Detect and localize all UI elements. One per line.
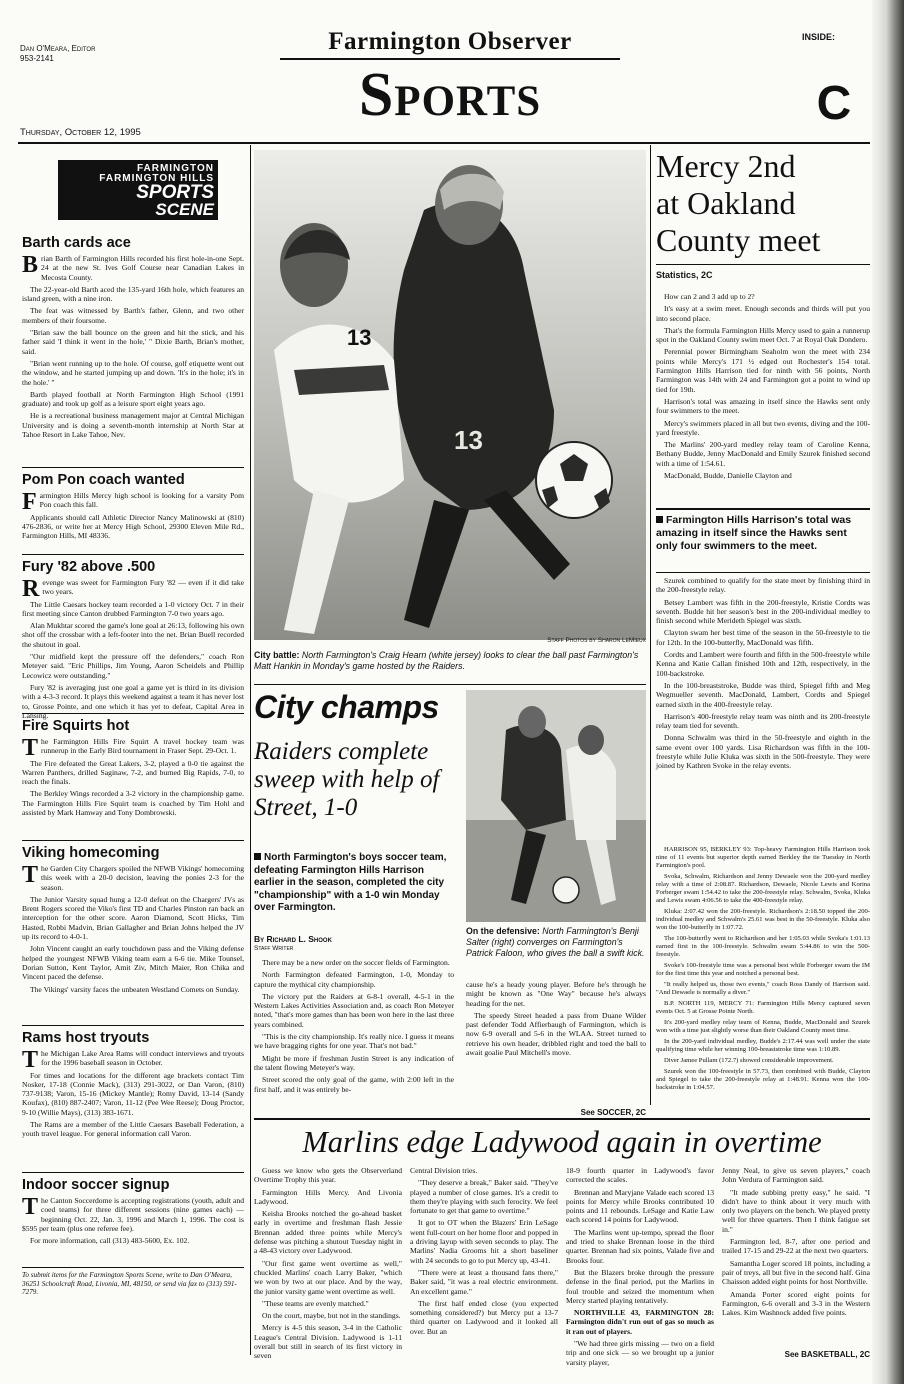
brief-paragraph: Alan Mukhtar scored the game's lone goal at 26:13, following his own shot off the crossbar with a left-footer into the net. Brian Buell recorded the shutout in goal. (22, 621, 244, 649)
result-paragraph: The 100-butterfly went to Richardson and her 1:05.03 while Svoka's 1:01.13 earned first in the 100-freestyle. Schwalm swam 5:44.86 to win the 500-freestyle. (656, 935, 870, 958)
story-paragraph: Harrison's 400-freestyle relay team was ninth and its 200-freestyle relay team tied for seventh. (656, 711, 870, 731)
story-paragraph: Amanda Porter scored eight points for Farmington, 6-6 overall and 3-3 in the Western Lakes. Kim Washnock added five points. (722, 1289, 870, 1318)
sports-scene-logo (58, 160, 218, 220)
brief-paragraph: The Little Caesars hockey team recorded a 1-0 victory Oct. 7 in their first meeting since Canton drubbed Farmington 7-0 two years ago. (22, 599, 244, 618)
brief-paragraph: he Michigan Lake Area Rams will conduct interviews and tryouts for the 1996 baseball season in October. (41, 1049, 244, 1068)
brief-title: Indoor soccer signup (22, 1177, 170, 1193)
logo-line-2: FARMINGTON HILLS (99, 173, 214, 184)
result-paragraph: In the 200-yard individual medley, Budde's 2:17.44 was well under the state qualifying time while her winning 100-breaststroke time was 1:10.89. (656, 1038, 870, 1053)
deck-bullet-icon (254, 853, 261, 860)
editor-phone: 953-2141 (20, 54, 54, 63)
logo-line-3: SPORTS (136, 182, 214, 203)
caption-lead: City battle: (254, 650, 300, 660)
story-paragraph: Perennial power Birmingham Seaholm won the meet with 234 points while Mercy's 171 ½ edged out Rochester's 154 total. Farmington Hills Harrison tied for ninth with 56 points, North Farmington was 14th with 24 and Farmington got a point to wind up tied for 19th. (656, 347, 870, 394)
editor-credit (20, 44, 140, 64)
headline-line: at Oakland (656, 185, 796, 221)
brief-title: Fire Squirts hot (22, 718, 130, 734)
story-paragraph: MacDonald, Budde, Danielle Clayton and (664, 471, 792, 481)
byline-role: Staff Writer (254, 945, 294, 952)
mercy-pullquote (656, 514, 870, 553)
brief-paragraph: Fury '82 is averaging just one goal a game yet is third in its division with a 4-3-3 record. It plays this weekend against a team it has never lost to, Grosse Pointe, and one which it has yet to defeat, Capital Area in Lansing. (22, 682, 244, 720)
submit-note: To submit items for the Farmington Sports Scene, write to Dan O'Meara, 36251 Schoolcraft Road, Livonia, MI, 48150, or send via fax to (313) 591-7279. (22, 1267, 244, 1297)
story-paragraph: Street scored the only goal of the game, with 2:00 left in the first half, and it was entirely be- (254, 1075, 454, 1094)
city-champs-col2 (466, 980, 646, 1100)
story-paragraph: Cordts and Lambert were fourth and fifth in the 500-freestyle while Kenna and Katie Callan finished 10th and 12th, respectively, in the 100-backstroke. (656, 650, 870, 678)
story-paragraph: Szurek combined to qualify for the state meet by finishing third in the 200-freestyle relay. (656, 576, 870, 595)
story-paragraph: Mercy is 4-5 this season, 3-4 in the Catholic League's Central Division. Ladywood is 1-11 overall but still in search of its first victory in seven (254, 1323, 402, 1361)
city-champs-headline: Raiders complete sweep with help of Street, 1-0 (254, 738, 440, 821)
result-paragraph: Svoka, Schwalm, Richardson and Jenny Dewaele won the 200-yard medley relay with a time of 2:08.87. Richardson, Dewaele, Nicole Lewis and Korina Forberger swam 1:54.42 to take the 200-freestyle relay. Schwalm, Svoka, Kluka and Lewis swam 4:06.56 to take the 400-freestyle relay. (656, 873, 870, 904)
story-paragraph: It got to OT when the Blazers' Erin LeSage went full-court on her home floor and popped in a driving layup with seven seconds to play. The Marlins' Nadia Grooms hit a short baseliner with 24 seconds to go to put Mercy up, 43-41. (410, 1218, 558, 1265)
brief-paragraph: evenge was sweet for Farmington Fury '82 — even if it did take two years. (42, 578, 244, 597)
photo-credit: Staff Photos by Sharon LeMieux (547, 637, 646, 644)
headline-line: Mercy 2nd (656, 148, 796, 184)
mercy-divider (650, 145, 651, 1105)
defensive-photo-art (466, 690, 646, 922)
city-champs-kicker: City champs (254, 689, 439, 725)
section-title: Sports (358, 61, 542, 129)
story-paragraph: How can 2 and 3 add up to 2? (664, 292, 755, 301)
mercy-rule (656, 264, 870, 265)
story-paragraph: Mercy's swimmers placed in all but two events, diving and the 100-yard freestyle. (656, 418, 870, 437)
brief-fury (22, 559, 244, 720)
city-champs-deck (254, 852, 454, 915)
story-paragraph: "This is the city championship. It's really nice. I guess it means we have bragging rights for one year. That's not bad." (254, 1032, 454, 1051)
marlins-rule (254, 1118, 870, 1120)
marlins-col1 (254, 1166, 402, 1362)
result-paragraph: Svoke's 100-freestyle time was a personal best while Forberger swam the IM for the first time this year and notched a personal best. (656, 962, 870, 977)
brief-paragraph: The 22-year-old Barth aced the 135-yard 16th hole, which features an island green, with a nine iron. (22, 284, 244, 304)
brief-paragraph: he Garden City Chargers spoiled the NFWB Vikings' homecoming this week with a 20-0 decision, leaving the ponies 2-3 for the season. (41, 864, 244, 892)
story-paragraph: North Farmington defeated Farmington, 1-0, Monday to capture the mythical city championship. (254, 970, 454, 989)
pullquote-text: Farmington Hills Harrison's total was amazing in itself since the Hawks sent only four swimmers to the meet. (656, 514, 852, 552)
brief-dropcap: T (22, 735, 39, 761)
marlins-col4 (722, 1166, 870, 1346)
story-paragraph: Might be more if freshman Justin Street is any indication of the talent flowing Meteyer's way. (254, 1053, 454, 1072)
brief-paragraph: The Rams are a member of the Little Caesars Baseball Federation, a youth travel league. For general information call Varon. (22, 1120, 244, 1139)
story-paragraph: The victory put the Raiders at 6-8-1 overall, 4-5-1 in the Western Lakes Activities Association and, as coach Ron Meteyer noted, "that's more games than has been won here in the last three years combined. (254, 991, 454, 1029)
brief-rams (22, 1030, 244, 1168)
brief-paragraph: The Junior Varsity squad hung a 12-0 defeat on the Chargers' JVs as Brent Rogers scored the Viko's first TD and Charles Pinston ran back an interception for the other score. Aaron Diamond, Scott Hicks, Tim Hasted, Robbi Madvin, Brian Gallagher and Brian Johns helped the JV up its record to 4-0-1. (22, 894, 244, 942)
brief-separator (22, 713, 244, 714)
marlins-headline: Marlins edge Ladywood again in overtime (302, 1125, 822, 1159)
defensive-photo (466, 690, 646, 922)
sidebar-briefs (22, 235, 244, 1297)
mercy-headline (656, 148, 870, 259)
statistics-link[interactable]: Statistics, 2C (656, 270, 713, 280)
story-paragraph: The Marlins' 200-yard medley relay team of Caroline Kenna, Bethany Budde, Jenny MacDonald and Emily Szurek finished second with a time of 1:54.61. (656, 440, 870, 468)
brief-paragraph: he Canton Soccerdome is accepting registrations (youth, adult and coed teams) for three different sessions (nine games each) — beginning Oct. 22, Jan. 3, 1996 and March 1, 1996. The cost is $595 per team (plus one referee fee). (22, 1196, 244, 1233)
brief-paragraph: The Vikings' varsity faces the unbeaten Westland Comets on Sunday. (30, 984, 240, 994)
sidebar-divider (250, 145, 251, 1355)
brief-title: Viking homecoming (22, 845, 160, 861)
story-paragraph: cause he's a heady young player. Before he's through he might be known as "One Way" because he's always heading for the net. (466, 980, 646, 1008)
brief-fire-squirts (22, 718, 244, 836)
jersey-number-white: 13 (347, 325, 372, 350)
story-paragraph: But the Blazers broke through the pressure defense in the final period, put the Marlins in foul trouble and seized the momentum when Mercy started playing tentatively. (566, 1267, 714, 1305)
jersey-number-dark: 13 (454, 425, 483, 455)
story-paragraph: That's the formula Farmington Hills Mercy used to gain a runnerup spot in the Oakland County swim meet Oct. 7 at Royal Oak Dondero. (656, 325, 870, 345)
brief-title: Pom Pon coach wanted (22, 472, 185, 488)
brief-indoor-soccer (22, 1177, 244, 1261)
logo-line-1: FARMINGTON (136, 163, 214, 174)
main-soccer-photo (254, 150, 646, 640)
story-paragraph: Keisha Brooks notched the go-ahead basket early in overtime and freshman flash Jessie Brennan added three points while Mercy's defense was pitching a shutout Tuesday night in a 48-43 victory over Ladywood. (254, 1209, 402, 1256)
brief-paragraph: armington Hills Mercy high school is looking for a varsity Pom Pon coach this fall. (39, 491, 244, 510)
marlins-col3 (566, 1166, 714, 1367)
headline-line: County meet (656, 222, 821, 258)
story-paragraph: "There were at least a thousand fans there," Baker said, "it was a real electric environment. An excellent game." (410, 1267, 558, 1296)
section-letter: C (816, 77, 852, 130)
brief-title: Barth cards ace (22, 235, 131, 251)
story-paragraph: Farmington Hills Mercy. And Livonia Ladywood. (254, 1187, 402, 1206)
brief-paragraph: The feat was witnessed by Barth's father, Glenn, and two other members of their foursome. (22, 306, 244, 325)
brief-dropcap: F (22, 489, 37, 515)
city-champs-rule (254, 684, 646, 685)
story-paragraph: Betsey Lambert was fifth in the 200-freestyle, Kristie Cordts was seventh. Budde hit her season's best in the 200-individual medley to finish second while Merideth Spiegel was sixth. (656, 597, 870, 626)
see-soccer-jump[interactable]: See SOCCER, 2C (580, 1108, 646, 1117)
byline-name: By Richard L. Shook (254, 934, 332, 944)
brief-paragraph: He is a recreational business management major at Central Michigan University and is doing a seventh-month internship at North Star at Tahoe Resort in Lake Tahoe, Nev. (22, 411, 244, 440)
story-paragraph: Clayton swam her best time of the season in the 50-freestyle to tie for 12th. In the 100-butterfly, MacDonald was fifth. (656, 628, 870, 647)
story-paragraph: "It made subbing pretty easy," he said. "I didn't have to think about it very much with only two players on the bench. We played pretty well for three quarters. Then I think fatigue set in." (722, 1187, 870, 1234)
pullquote-rule-bottom (656, 572, 870, 573)
brief-paragraph: he Farmington Hills Fire Squirt A travel hockey team was runnerup in the Early Bird tournament in Fraser Sept. 29-Oct. 1. (41, 737, 244, 756)
pullquote-rule-top (656, 508, 870, 510)
story-paragraph: "Our first game went overtime as well," chuckled Marlins' coach Larry Baker, "which we won by two at our place. And by the way, the junior varsity game went overtime as well. (254, 1258, 402, 1296)
brief-barth (22, 235, 244, 463)
story-paragraph: NORTHVILLE 43, FARMINGTON 28: Farmington didn't run out of gas so much as it ran out of players. (566, 1308, 714, 1336)
brief-dropcap: R (22, 576, 40, 602)
brief-dropcap: T (22, 1194, 39, 1220)
story-paragraph: Samantha Loger scored 18 points, including a pair of treys, all but five in the second half. Gina Chaisson added eight points for host Northville. (722, 1258, 870, 1287)
defensive-caption (466, 926, 646, 959)
result-paragraph: HARRISON 95, BERKLEY 93: Top-heavy Farmington Hills Harrison took nine of 11 events but superior depth earned Berkley the tie Tuesday in North Farmington's pool. (656, 846, 870, 869)
brief-separator (22, 840, 244, 841)
story-paragraph: Jenny Neal, to give us seven players," coach John Verdura of Farmington said. (722, 1166, 870, 1185)
inside-label: INSIDE: (802, 32, 836, 42)
marlins-col2 (410, 1166, 558, 1362)
brief-paragraph: John Vincent caught an early touchdown pass and the Viking defense helped the youngest NFWB Viking team earn a 6-6 tie. Mike Tounsel, Dorian Sutton, Kent Taylor, Amit Ziv, Mitch Maier, Ron Chika and Vincent paced the defense. (22, 944, 244, 982)
brief-paragraph: rian Barth of Farmington Hills recorded his first hole-in-one Sept. 24 at the new St. Ives Golf Course near Canadian Lakes in Mecosta County. (41, 254, 244, 282)
mercy-col-top (656, 292, 870, 508)
paper-nameplate: Farmington Observer (328, 28, 572, 55)
result-paragraph: Kluka: 2:07.42 won the 200-freestyle. Richardson's 2:18.50 topped the 200-individual medley and Schwalm's 25.61 was best in the 50-freestyle. Kluka also won the 100-butterfly in 1:07.72. (656, 908, 870, 931)
result-paragraph: Diver Jamee Pullam (172.7) showed considerable improvement. (664, 1057, 834, 1064)
story-paragraph: Guess we know who gets the Observerland Overtime Trophy this year. (254, 1166, 402, 1185)
logo-line-4: SCENE (155, 200, 214, 219)
story-paragraph: Harrison's total was amazing in itself since the Hawks sent only four swimmers to the meet. (656, 396, 870, 416)
story-paragraph: In the 100-breaststroke, Budde was third, Spiegel fifth and Meg Wegmueller seventh. MacDonald, Lambert, Cordts and Spiegel earned sixth in the 400-freestyle relay. (656, 680, 870, 709)
city-champs-col1 (254, 958, 454, 1118)
brief-paragraph: Applicants should call Athletic Director Nancy Malinowski at (810) 476-2836, or write her at Mercy High School, 29300 Eleven Mile Rd., Farmington Hills, MI 48336. (22, 512, 244, 541)
story-paragraph: Farmington led, 8-7, after one period and trailed 17-15 and 29-22 at the next two quarters. (722, 1237, 870, 1256)
story-paragraph: The Marlins went up-tempo, spread the floor and tried to shake Brennan loose in the third quarter. Brennan had six points, Valade five and Brooks four. (566, 1227, 714, 1265)
brief-paragraph: "Brian saw the ball bounce on the green and hit the stick, and his father said 'I think it went in the hole,' " Dixie Barth, Brian's mother, said. (22, 328, 244, 356)
brief-paragraph: "Our midfield kept the pressure off the defenders," coach Ron Meteyer said. "Eric Phillips, Jim Young, Aaron Scheidels and Phillip Lecowicz were outstanding." (22, 652, 244, 680)
brief-paragraph: For times and locations for the different age brackets contact Tim Nosker, 17-18 (Connie Mack), (313) 291-3022, or Dan Varon, (810) 737-9138; Varon, 15-16 (Mickey Mantle); Romy David, 13-14 (Sandy Koufax), (810) 887-2407; Varon, 11-12 (Pee Wee Reese); Doug Proctor, 9-10 (Willie Mays), (313) 383-1671. (22, 1070, 244, 1117)
story-paragraph: "They deserve a break," Baker said. "They've played a number of close games. It's a credit to them they're playing with such ferocity. We feel fortunate to get that game to overtime." (410, 1178, 558, 1216)
soccer-photo-art (254, 150, 646, 640)
brief-paragraph: For more information, call (313) 483-5600, Ex. 102. (30, 1236, 190, 1246)
result-paragraph: It's 200-yard medley relay team of Kenna, Budde, MacDonald and Szurek won with a time just slightly worse than their Oakland County meet time. (656, 1019, 870, 1034)
brief-paragraph: "Brian went running up to the hole. Of course, golf etiquette went out the window, and he started jumping up and down. 'It's in the hole; it's in the hole.' " (22, 358, 244, 387)
result-paragraph: "It really helped us, those two events," coach Ross Dandy of Harrison said. "And Dewaele is normally a diver." (656, 981, 870, 996)
story-paragraph: Brennan and Maryjane Valade each scored 13 points for Mercy while Brooks contributed 10 points and 11 rebounds. LeSage and Katie Law each scored 14 points for Ladywood. (566, 1187, 714, 1225)
masthead-rule (18, 142, 870, 144)
mercy-results (656, 846, 870, 1104)
editor-name: Dan O'Meara, Editor (20, 44, 96, 53)
mercy-col-mid (656, 576, 870, 844)
main-photo-caption (254, 650, 646, 672)
caption-text: North Farmington's Craig Hearn (white jersey) looks to clear the ball past Farmington's Matt Hankin in Monday's game hosted by the Raiders. (254, 650, 639, 671)
nameplate-rule (280, 58, 620, 60)
caption-lead: On the defensive: (466, 926, 540, 936)
story-paragraph: Central Division tries. (410, 1166, 478, 1175)
story-paragraph: "We had three girls missing — two on a field trip and one sick — so we brought up a junior varsity player, (566, 1339, 714, 1367)
story-paragraph: The speedy Street headed a pass from Duane Wilder past defender Todd Affierbaugh of Farmington, which is now 6-9 overall and 5-6 in the WLAA. Street turned to retrieve his own header, dribbled right and toed the ball to await goalie Paul Mitchell's move. (466, 1010, 646, 1058)
brief-separator (22, 1172, 244, 1173)
deck-text: North Farmington's boys soccer team, defeating Farmington Hills Harrison earlier in the season, completed the city "championship" with a 1-0 win Monday over Farmington. (254, 852, 447, 913)
see-basketball-jump[interactable]: See BASKETBALL, 2C (784, 1350, 870, 1359)
story-paragraph: 18-9 fourth quarter in Ladywood's favor corrected the scales. (566, 1166, 714, 1185)
brief-dropcap: B (22, 252, 39, 278)
brief-paragraph: Barth played football at North Farmington High School (1991 graduate) and took up golf as a leisure sport eight years ago. (22, 389, 244, 409)
scan-edge (872, 0, 904, 1384)
brief-dropcap: T (22, 862, 39, 888)
brief-dropcap: T (22, 1047, 39, 1073)
story-paragraph: Donna Schwalm was third in the 50-freestyle and eighth in the same event over 100 yards. Lisa Richardson was fifth in the 100-freestyle while Julie Kluka was sixth in the 500-freestyle. They were joined by Kathren Svoke in the relay events. (656, 733, 870, 771)
result-paragraph: Szurek won the 100-freestyle in 57.73, then combined with Budde, Clayton and Spiegel to take the 200-freestyle relay at 1:48.91. Kenna won the 100-backstroke in 1:04.57. (656, 1068, 870, 1091)
brief-separator (22, 554, 244, 555)
brief-pompon (22, 472, 244, 550)
story-paragraph: It's easy at a swim meet. Enough seconds and thirds will put you into second place. (656, 304, 870, 323)
brief-viking (22, 845, 244, 1021)
brief-separator (22, 467, 244, 468)
brief-separator (22, 1025, 244, 1026)
brief-title: Rams host tryouts (22, 1030, 150, 1046)
story-paragraph: On the court, maybe, but not in the standings. (262, 1311, 401, 1321)
brief-paragraph: The Fire defeated the Great Lakers, 3-2, played a 0-0 tie against the Warren Panthers, drilled Saginaw, 7-2, and burned Big Rapids, 7-0, to reach the finals. (22, 758, 244, 787)
caption-text: North Farmington's Benji Salter (right) converges on Farmington's Patrick Faloon, who gives the ball a swift kick. (466, 926, 645, 958)
brief-paragraph: The Berkley Wings recorded a 3-2 victory in the championship game. The Farmington Hills Fire Squirt team is coached by Tim Hohl and assisted by Mark Hamway and Tony Dombrowski. (22, 789, 244, 818)
city-champs-byline (254, 934, 454, 954)
story-paragraph: The first half ended close (you expected something considered?) but Mercy put a 13-7 third quarter on Ladywood and it looked all over. But an (410, 1298, 558, 1336)
story-paragraph: "These teams are evenly matched." (262, 1298, 369, 1308)
issue-date: Thursday, October 12, 1995 (20, 127, 141, 138)
pullquote-bullet-icon (656, 516, 663, 523)
story-paragraph: There may be a new order on the soccer fields of Farmington. (262, 958, 450, 967)
result-paragraph: B.P. NORTH 119, MERCY 71: Farmington Hills Mercy captured seven events Oct. 5 at Grosse Pointe North. (656, 1000, 870, 1015)
brief-title: Fury '82 above .500 (22, 559, 156, 575)
